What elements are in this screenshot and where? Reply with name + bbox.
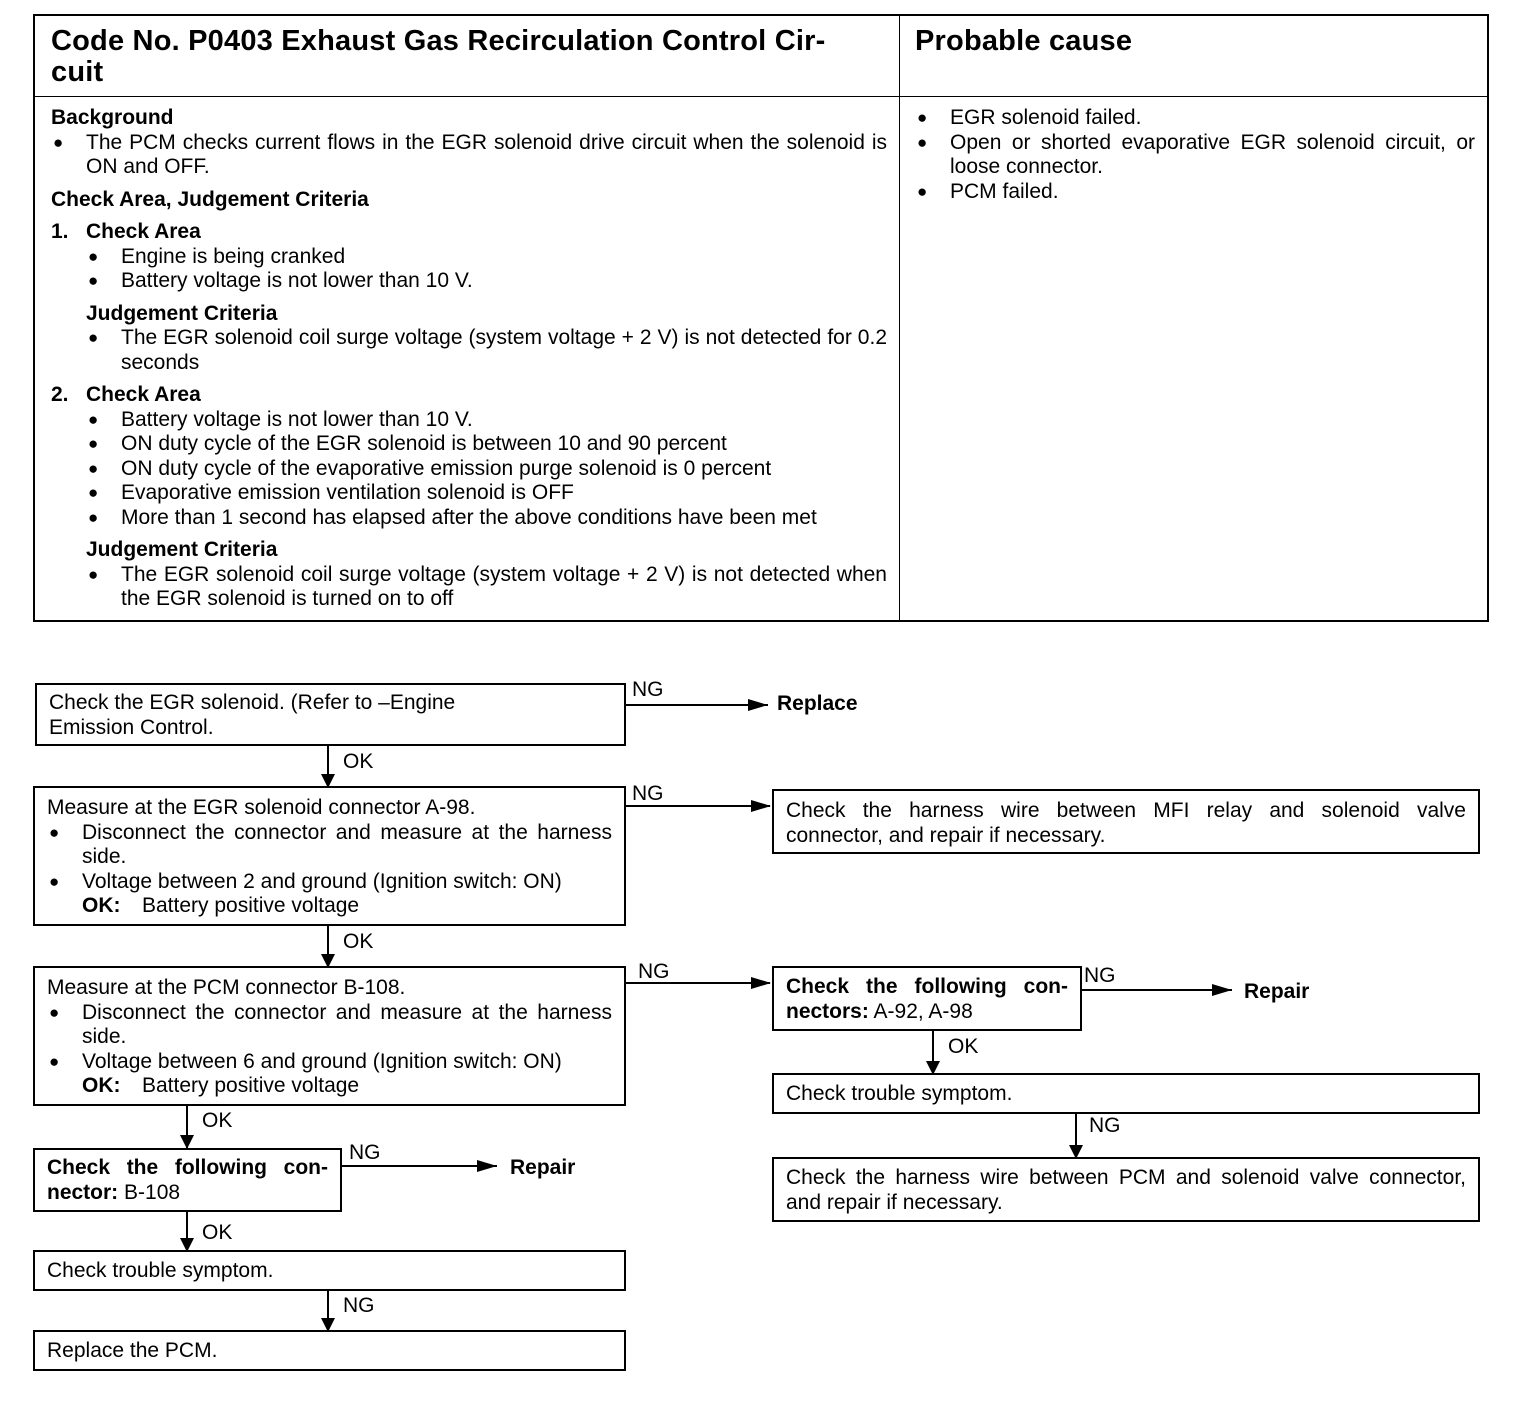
list-item: ● The EGR solenoid coil surge voltage (system voltage + 2 V) is not detected when the EGR solenoid is turned on to off <box>86 563 887 612</box>
step-harness-mfi-relay: Check the harness wire between MFI relay and solenoid valve connector, and repair if necessary. <box>772 789 1480 854</box>
list-item: ● EGR solenoid failed. <box>915 106 1475 131</box>
ng-label: NG <box>349 1141 381 1164</box>
check-area-title: Check Area, Judgement Criteria <box>51 187 369 211</box>
arrowhead <box>477 1160 497 1172</box>
list-item: ● ON duty cycle of the evaporative emission purge solenoid is 0 percent <box>86 457 887 482</box>
background-text: ● The PCM checks current flows in the EGR solenoid drive circuit when the solenoid is ON and OFF. <box>51 131 887 180</box>
ok-label: OK <box>948 1035 979 1058</box>
arrowhead <box>180 1135 194 1149</box>
list-item: ● Voltage between 6 and ground (Ignition switch: ON) <box>47 1050 612 1075</box>
background-title: Background <box>51 106 174 129</box>
step-title: Measure at the EGR solenoid connector A-98. <box>47 796 476 819</box>
list-item: ● More than 1 second has elapsed after the above conditions have been met <box>86 506 887 531</box>
step-replace-pcm: Replace the PCM. <box>33 1330 626 1371</box>
ng-label: NG <box>638 960 670 983</box>
arrowhead <box>751 800 771 812</box>
ok-condition: OK: Battery positive voltage <box>82 1074 360 1097</box>
probable-cause-title: Probable cause <box>915 25 1133 57</box>
step-check-trouble-symptom-left: Check trouble symptom. <box>33 1250 626 1291</box>
arrowhead <box>751 977 771 989</box>
list-item: ● Engine is being cranked <box>86 245 887 270</box>
list-item: ● Evaporative emission ventilation solenoid is OFF <box>86 481 887 506</box>
ok-label: OK <box>343 750 374 773</box>
ok-label: OK <box>202 1221 233 1244</box>
step-title: Measure at the PCM connector B-108. <box>47 976 406 999</box>
ok-label: OK <box>202 1109 233 1132</box>
ng-label: NG <box>632 678 664 701</box>
step-harness-pcm: Check the harness wire between PCM and solenoid valve connector, and repair if necessary. <box>772 1157 1480 1222</box>
list-item: ● Open or shorted evaporative EGR solenoid circuit, or loose connector. <box>915 131 1475 180</box>
step-measure-pcm-connector <box>33 966 626 1106</box>
result-repair: Repair <box>1244 980 1310 1003</box>
list-item: ● Disconnect the connector and measure at the harness side. <box>47 821 612 870</box>
check-2-criteria-title: Judgement Criteria <box>86 538 278 561</box>
ok-condition: OK: Battery positive voltage <box>82 894 360 917</box>
ok-label: OK <box>343 930 374 953</box>
check-1-area-title: 1. Check Area <box>51 220 201 243</box>
ng-label: NG <box>1089 1114 1121 1137</box>
step-check-connector-b108: Check the following con- nector: B-108 <box>33 1148 342 1212</box>
step-measure-egr-connector <box>33 786 626 926</box>
ng-label: NG <box>343 1294 375 1317</box>
list-item: ● ON duty cycle of the EGR solenoid is between 10 and 90 percent <box>86 432 887 457</box>
list-item: ● Voltage between 2 and ground (Ignition switch: ON) <box>47 870 612 895</box>
list-item: ● PCM failed. <box>915 180 1475 205</box>
arrowhead <box>748 699 768 711</box>
result-replace: Replace <box>777 692 858 715</box>
step-check-connectors-a92-a98: Check the following con- nectors: A-92, A-98 <box>772 966 1082 1031</box>
arrowhead <box>1212 984 1232 996</box>
ng-label: NG <box>632 782 664 805</box>
check-1-criteria-title: Judgement Criteria <box>86 301 278 325</box>
list-item: ● Battery voltage is not lower than 10 V. <box>86 269 887 294</box>
list-item: ● Battery voltage is not lower than 10 V. <box>86 408 887 433</box>
list-item: ● The EGR solenoid coil surge voltage (system voltage + 2 V) is not detected for 0.2 seconds <box>86 326 887 375</box>
code-title: Code No. P0403 Exhaust Gas Recirculation Control Cir- cuit <box>51 25 826 88</box>
step-check-trouble-symptom-right: Check trouble symptom. <box>772 1073 1480 1114</box>
list-item: ● Disconnect the connector and measure at the harness side. <box>47 1001 612 1050</box>
check-2-area-title: 2. Check Area <box>51 383 201 406</box>
ng-label: NG <box>1084 964 1116 987</box>
step-check-egr-solenoid: Check the EGR solenoid. (Refer to –Engine Emission Control. <box>35 683 626 746</box>
result-repair: Repair <box>510 1156 576 1179</box>
